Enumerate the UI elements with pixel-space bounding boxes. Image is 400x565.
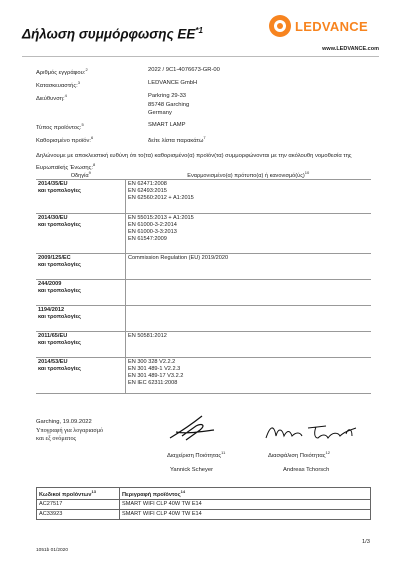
left-role: Διαχείριση Ποιότητας$^{11}$ [167, 450, 226, 459]
table-row: AC27517 SMART WIFI CLP 40W TW E14 [37, 499, 371, 509]
website-text: www.LEDVANCE.com [322, 46, 379, 52]
info-block [36, 66, 220, 145]
place-date: Garching, 19.09.2022 [36, 419, 92, 425]
table-header-row: Κωδικοί προϊόντων$^{13}$ Περιγραφή προϊόντος$^{14}$ [37, 488, 371, 500]
right-role: Διασφάλιση Ποιότητας$^{12}$ [268, 450, 330, 459]
ledvance-logo [269, 13, 381, 41]
table-row: 2014/53/EU και τροπολογίες EN 300 328 V2.2.2 EN 301 489-1 V2.2.3 EN 301 489-17 V3.2.2 EN IEC 62311:2008 [36, 358, 371, 394]
signature-right [262, 420, 362, 444]
standards-table [36, 170, 371, 394]
right-name: Andreas Tchorsch [283, 467, 330, 473]
products-table [36, 487, 371, 520]
info-row: Καθορισμένο προϊόν:$^6$ δείτε λίστα παρακάτω$^7$ [36, 134, 206, 144]
info-row: Κατασκευαστής:$^3$ LEDVANCE GmbH [36, 80, 198, 90]
behalf-line2: και εξ ονόματος [36, 435, 76, 442]
header-divider [22, 56, 379, 57]
info-row: Αριθμός εγγράφου:$^2$ 2022 / 9C1-4076673-GR-00 [36, 67, 220, 76]
brand-name: LEDVANCE [295, 19, 368, 34]
signature-left [162, 412, 222, 444]
doc-id: 1051b 01/2020 [36, 548, 69, 553]
logo-circle-icon [269, 15, 291, 37]
table-row: 2011/65/EU και τροπολογίες EN 50581:2012 [36, 332, 371, 358]
left-name: Yannick Scheyer [170, 467, 214, 473]
table-row: 1194/2012 και τροπολογίες [36, 306, 371, 332]
declaration-text: Δηλώνουμε με αποκλειστική ευθύνη ότι το(τα) καθορισμένο(α) προϊόν(τα) συμμορφώνονται με την ακόλουθη νομοθεσία της Ευρωπαϊκής Ένωσης:$^8$ [36, 153, 352, 171]
page-number: 1/3 [361, 539, 370, 545]
info-row: Διεύθυνση:$^4$ Parkring 29-33 85748 Garching Germany [36, 93, 190, 117]
info-row: Τύπος προϊόντος:$^5$ SMART LAMP [36, 122, 186, 132]
page-title: Δήλωση συμμόρφωσης ΕΕ$^{*1}$ [22, 26, 203, 42]
table-row: AC33923 SMART WIFI CLP 40W TW E14 [37, 509, 371, 519]
table-row: 2014/35/EU και τροπολογίες EN 62471:2008 EN 62493:2015 EN 62560:2012 + A1:2015 [36, 180, 371, 214]
table-header-row: Οδηγία$^9$ Εναρμονισμένο(α) πρότυπο(α) ή $\kappa\alpha\nu o\nu\iota\sigma\mu ό(ύ\varsigma)^{10}$ [36, 170, 371, 180]
table-row: 2014/30/EU και τροπολογίες EN 55015:2013 + A1:2015 EN 61000-3-2:2014 EN 61000-3-3:2013 EN 61547:2009 [36, 214, 371, 254]
table-row: 244/2009 και τροπολογίες [36, 280, 371, 306]
table-row: 2009/125/EC και τροπολογίες Commission Regulation (EU) 2019/2020 [36, 254, 371, 280]
behalf-line1: Υπογραφή για λογαριασμό [36, 427, 104, 434]
